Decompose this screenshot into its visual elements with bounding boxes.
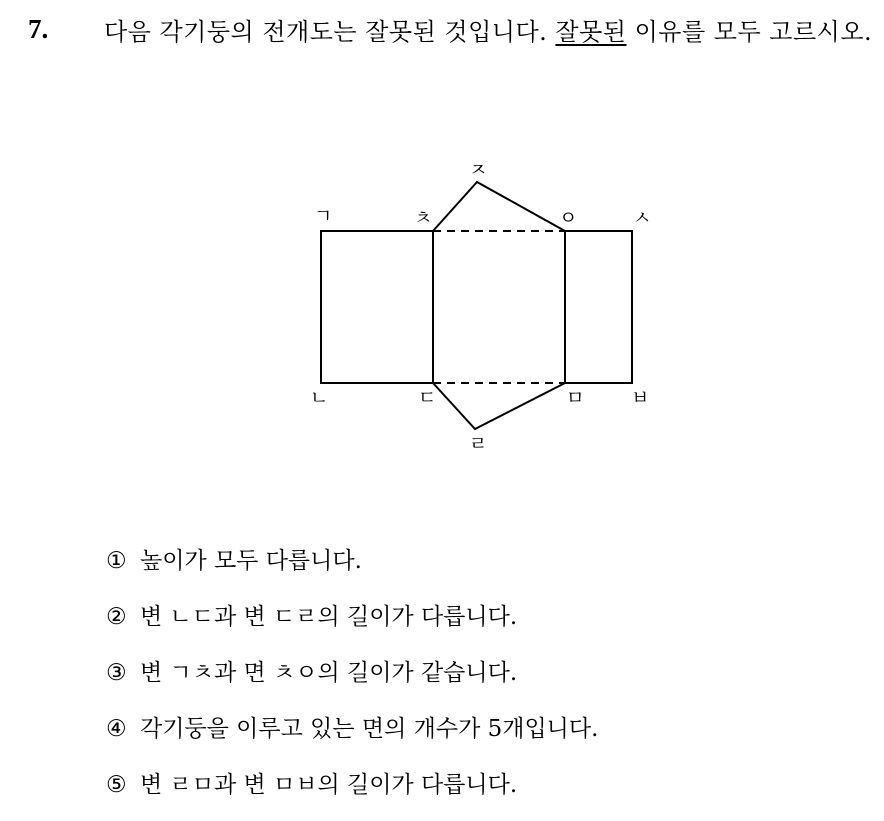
answer-choice-4[interactable] [106, 709, 598, 765]
choice-marker: ⑤ [106, 772, 127, 798]
net-bottom-triangle [433, 383, 565, 429]
question-text-after: 이유를 모두 고르시오. [626, 18, 873, 46]
vertex-label-bottom-left: ㄴ [310, 387, 329, 409]
net-left-face [321, 231, 433, 383]
answer-choice-3[interactable] [106, 653, 598, 709]
vertex-label-bottom-inner-right: ㅁ [566, 387, 585, 409]
answer-choice-5[interactable] [106, 765, 598, 821]
choice-text: 높이가 모두 다릅니다. [140, 548, 362, 574]
vertex-label-top-apex: ㅈ [469, 159, 488, 181]
choice-text: 변 ㄱㅊ과 면 ㅊㅇ의 길이가 같습니다. [140, 660, 518, 686]
answer-choice-1[interactable] [106, 541, 598, 597]
choice-marker: ② [106, 604, 127, 630]
choice-marker: ③ [106, 660, 127, 686]
vertex-label-top-right: ㅅ [633, 207, 652, 229]
choice-text: 각기둥을 이루고 있는 면의 개수가 5개입니다. [140, 716, 599, 742]
vertex-label-bottom-right: ㅂ [631, 387, 650, 409]
question-text-before: 다음 각기둥의 전개도는 잘못된 것입니다. [104, 18, 556, 46]
choice-marker: ④ [106, 716, 127, 742]
answer-choices [106, 541, 598, 821]
choice-marker: ① [106, 548, 127, 574]
question-text-underlined: 잘못된 [555, 18, 627, 46]
choice-text: 변 ㄹㅁ과 변 ㅁㅂ의 길이가 다릅니다. [140, 772, 518, 798]
vertex-label-bottom-apex: ㄹ [469, 433, 488, 455]
answer-choice-2[interactable] [106, 597, 598, 653]
vertex-label-bottom-inner-left: ㄷ [418, 387, 437, 409]
net-top-triangle [433, 182, 565, 231]
vertex-label-top-inner-left: ㅊ [414, 207, 433, 229]
net-right-face [565, 231, 632, 383]
vertex-label-top-left: ㄱ [314, 205, 333, 227]
choice-text: 변 ㄴㄷ과 변 ㄷㄹ의 길이가 다릅니다. [140, 604, 518, 630]
vertex-label-top-inner-right: ㅇ [559, 207, 578, 229]
question-number: 7. [28, 14, 49, 44]
